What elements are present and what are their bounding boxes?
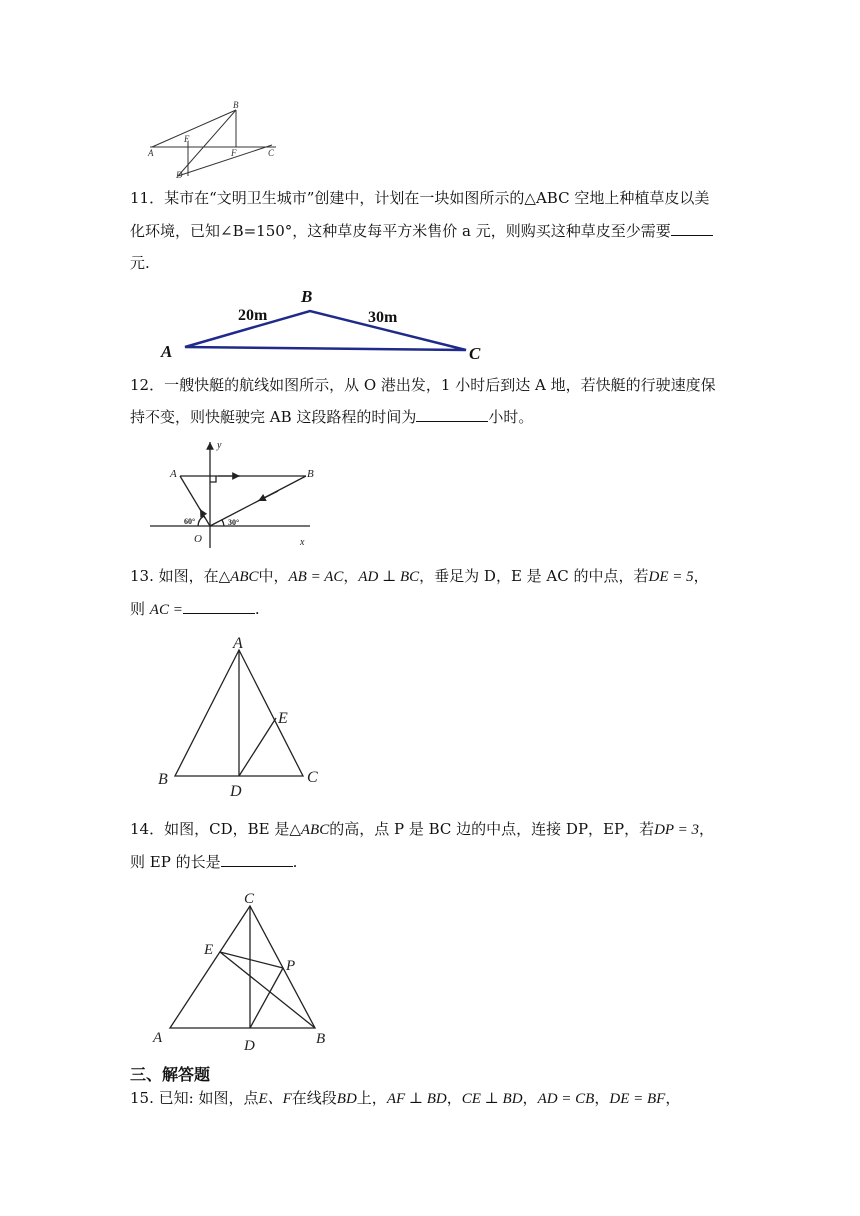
label-e: E bbox=[204, 942, 214, 958]
math-de-eq-5: DE = 5 bbox=[648, 569, 694, 585]
math-triangle-abc: △ABC bbox=[289, 822, 330, 838]
q13-line1 bbox=[130, 566, 709, 587]
q11-line3: 元. bbox=[130, 254, 150, 272]
figure-q14-triangle bbox=[145, 888, 335, 1056]
label-o: O bbox=[194, 533, 202, 545]
figure-q12-route bbox=[148, 436, 318, 551]
figure-q13-triangle bbox=[150, 636, 335, 801]
q15-text: ， bbox=[594, 1089, 610, 1107]
math-triangle-abc: △ABC bbox=[218, 569, 259, 585]
label-f: F bbox=[231, 148, 237, 158]
q13-line2 bbox=[130, 599, 260, 620]
q13-text: ， bbox=[693, 567, 709, 585]
q15-line1 bbox=[130, 1088, 680, 1109]
angle-30-label: 30° bbox=[228, 518, 240, 527]
q14-line1 bbox=[130, 819, 714, 840]
q15-text: 上， bbox=[356, 1089, 387, 1107]
label-c: C bbox=[307, 769, 318, 786]
label-c: C bbox=[469, 344, 481, 363]
label-d: D bbox=[176, 170, 183, 180]
q14-line2 bbox=[130, 852, 297, 872]
label-e: E bbox=[184, 134, 190, 144]
math-bd: BD bbox=[336, 1091, 357, 1107]
q14-text: 的高，点 P 是 BC 边的中点，连接 DP，EP，若 bbox=[329, 820, 655, 838]
axis-y-label: y bbox=[217, 440, 222, 451]
label-e: E bbox=[278, 710, 288, 727]
answer-blank bbox=[416, 407, 488, 422]
q14-text: ， bbox=[698, 820, 714, 838]
label-a: A bbox=[233, 636, 243, 652]
q15-text: 在线段 bbox=[291, 1089, 337, 1107]
side-bc-length: 30m bbox=[368, 309, 398, 326]
q11-line1: 11．某市在“文明卫生城市”创建中，计划在一块如图所示的△ABC 空地上种植草皮以美 bbox=[130, 189, 710, 207]
q13-text: 13. 如图，在 bbox=[130, 567, 219, 585]
q15-text: ， bbox=[522, 1089, 538, 1107]
label-b: B bbox=[158, 771, 168, 788]
label-b: B bbox=[307, 468, 314, 480]
q15-text: 15. 已知: 如图，点 bbox=[130, 1089, 259, 1107]
q13-text: ，垂足为 D，E 是 AC 的中点，若 bbox=[419, 567, 649, 585]
math-ce-perp-bd: CE ⊥ BD bbox=[461, 1091, 523, 1107]
label-c: C bbox=[268, 148, 275, 158]
label-c: C bbox=[244, 891, 255, 907]
label-a: A bbox=[170, 468, 177, 480]
q13-text: 中， bbox=[258, 567, 289, 585]
label-a: A bbox=[161, 342, 173, 361]
label-a: A bbox=[148, 148, 154, 158]
q12-line2 bbox=[130, 407, 533, 427]
figure-q11-triangle bbox=[155, 285, 495, 365]
q13-text: ， bbox=[343, 567, 359, 585]
answer-blank bbox=[221, 852, 293, 867]
q14-text: 则 EP 的长是 bbox=[130, 853, 221, 871]
math-ab-eq-ac: AB = AC bbox=[288, 569, 344, 585]
label-b: B bbox=[316, 1031, 326, 1047]
figure-q10 bbox=[140, 98, 290, 182]
answer-blank bbox=[671, 221, 713, 236]
math-e-f: E、F bbox=[258, 1091, 292, 1107]
q12-line2-suffix: 小时。 bbox=[488, 408, 534, 426]
angle-60-label: 60° bbox=[184, 517, 196, 526]
q12-line1: 12．一艘快艇的航线如图所示，从 O 港出发，1 小时后到达 A 地，若快艇的行驶速度保 bbox=[130, 376, 716, 394]
label-b: B bbox=[301, 287, 313, 306]
label-b: B bbox=[233, 100, 239, 110]
side-ab-length: 20m bbox=[238, 307, 268, 324]
math-ad-eq-cb: AD = CB bbox=[537, 1091, 595, 1107]
math-dp-eq-3: DP = 3 bbox=[654, 822, 699, 838]
q11-line2 bbox=[130, 221, 713, 241]
axis-x-label: x bbox=[300, 537, 305, 548]
q14-text: . bbox=[292, 853, 298, 871]
math-de-eq-bf: DE = BF bbox=[609, 1091, 666, 1107]
q15-text: ， bbox=[446, 1089, 462, 1107]
q15-text: ， bbox=[665, 1089, 681, 1107]
q14-text: 14．如图，CD，BE 是 bbox=[130, 820, 290, 838]
label-d: D bbox=[244, 1038, 255, 1054]
label-p: P bbox=[286, 958, 296, 974]
q13-text: . bbox=[254, 600, 260, 618]
answer-blank bbox=[183, 599, 255, 614]
label-d: D bbox=[230, 783, 242, 800]
q11-line2-text: 化环境，已知∠B=150°，这种草皮每平方米售价 a 元，则购买这种草皮至少需要 bbox=[130, 222, 671, 240]
math-ad-perp-bc: AD ⊥ BC bbox=[358, 569, 420, 585]
section-title: 三、解答题 bbox=[130, 1065, 211, 1084]
q13-text: 则 bbox=[130, 600, 146, 618]
label-a: A bbox=[153, 1030, 163, 1046]
q12-line2-text: 持不变，则快艇驶完 AB 这段路程的时间为 bbox=[130, 408, 417, 426]
math-af-perp-bd: AF ⊥ BD bbox=[386, 1091, 447, 1107]
math-ac-eq: AC = bbox=[149, 602, 183, 618]
